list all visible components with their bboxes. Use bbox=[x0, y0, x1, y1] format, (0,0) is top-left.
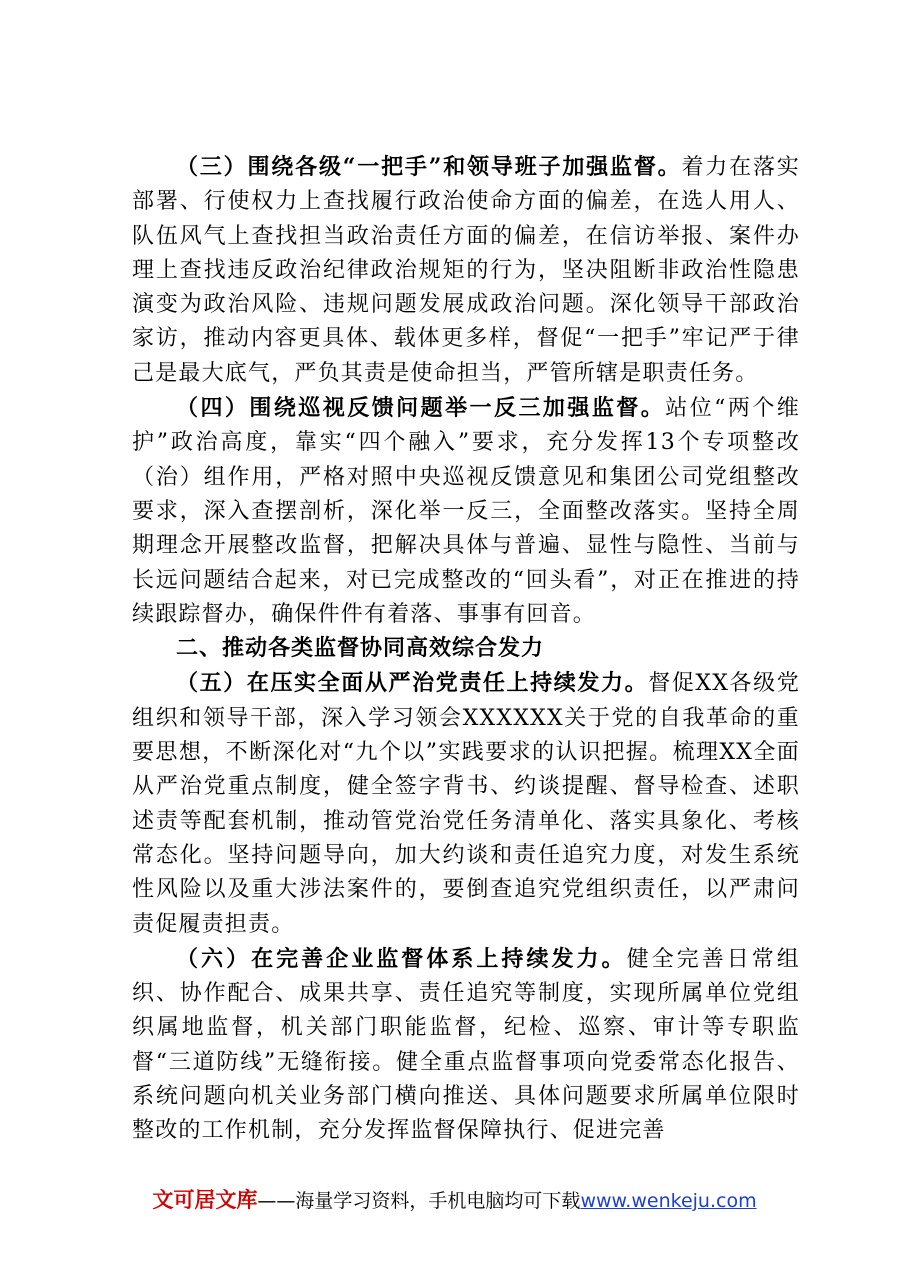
paragraph-6 bbox=[132, 942, 800, 1149]
paragraph-3-lead: （三）围绕各级“一把手”和领导班子加强监督。 bbox=[176, 154, 682, 180]
paragraph-6-lead: （六）在完善企业监督体系上持续发力。 bbox=[176, 945, 627, 972]
paragraph-5 bbox=[132, 666, 800, 941]
paragraph-4-body: 站位“两个维护”政治高度，靠实“四个融入”要求，充分发挥13个专项整改（治）组作用，严格对照中央巡视反馈意见和集团公司党组整改要求，深入查摆剖析，深化举一反三，全面整改落实。坚持全周期理念开展整改监督，把解决具体与普遍、显性与隐性、当前与长远问题结合起来，对已完成整改的“回头看”，对正在推进的持续跟踪督办，确保件件有着落、事事有回音。 bbox=[132, 396, 800, 627]
footer-link[interactable]: www.wenkeju.com bbox=[580, 1190, 757, 1212]
paragraph-3 bbox=[132, 150, 800, 391]
footer-tagline: ——海量学习资料，手机电脑均可下载 bbox=[257, 1190, 581, 1212]
paragraph-5-lead: （五）在压实全面从严治党责任上持续发力。 bbox=[176, 670, 649, 697]
paragraph-4 bbox=[132, 391, 800, 632]
paragraph-6-body: 健全完善日常组织、协作配合、成果共享、责任追究等制度，实现所属单位党组织属地监督，机关部门职能监督，纪检、巡察、审计等专职监督“三道防线”无缝衔接。健全重点监督事项向党委常态化报告、系统问题向机关业务部门横向推送、具体问题要求所属单位限时整改的工作机制，充分发挥监督保障执行、促进完善 bbox=[132, 946, 800, 1144]
paragraph-4-lead: （四）围绕巡视反馈问题举一反三加强监督。 bbox=[176, 395, 666, 422]
footer-banner bbox=[0, 1184, 909, 1214]
document-body bbox=[132, 150, 800, 1149]
section-heading: 二、推动各类监督协同高效综合发力 bbox=[176, 636, 545, 662]
paragraph-5-body: 督促XX各级党组织和领导干部，深入学习领会XXXXXX关于党的自我革命的重要思想，不断深化对“九个以”实践要求的认识把握。梳理XX全面从严治党重点制度，健全签字背书、约谈提醒、督导检查、述职述责等配套机制，推动管党治党任务清单化、落实具象化、考核常态化。坚持问题导向，加大约谈和责任追究力度，对发生系统性风险以及重大涉法案件的，要倒查追究党组织责任，以严肃问责促履责担责。 bbox=[132, 671, 800, 937]
paragraph-3-body: 着力在落实部署、行使权力上查找履行政治使命方面的偏差，在选人用人、队伍风气上查找担当政治责任方面的偏差，在信访举报、案件办理上查找违反政治纪律政治规矩的行为，坚决阻断非政治性隐患演变为政治风险、违规问题发展成政治问题。深化领导干部政治家访，推动内容更具体、载体更多样，督促“一把手”牢记严于律己是最大底气，严负其责是使命担当，严管所辖是职责任务。 bbox=[132, 155, 800, 386]
footer-brand: 文可居文库 bbox=[152, 1188, 258, 1212]
